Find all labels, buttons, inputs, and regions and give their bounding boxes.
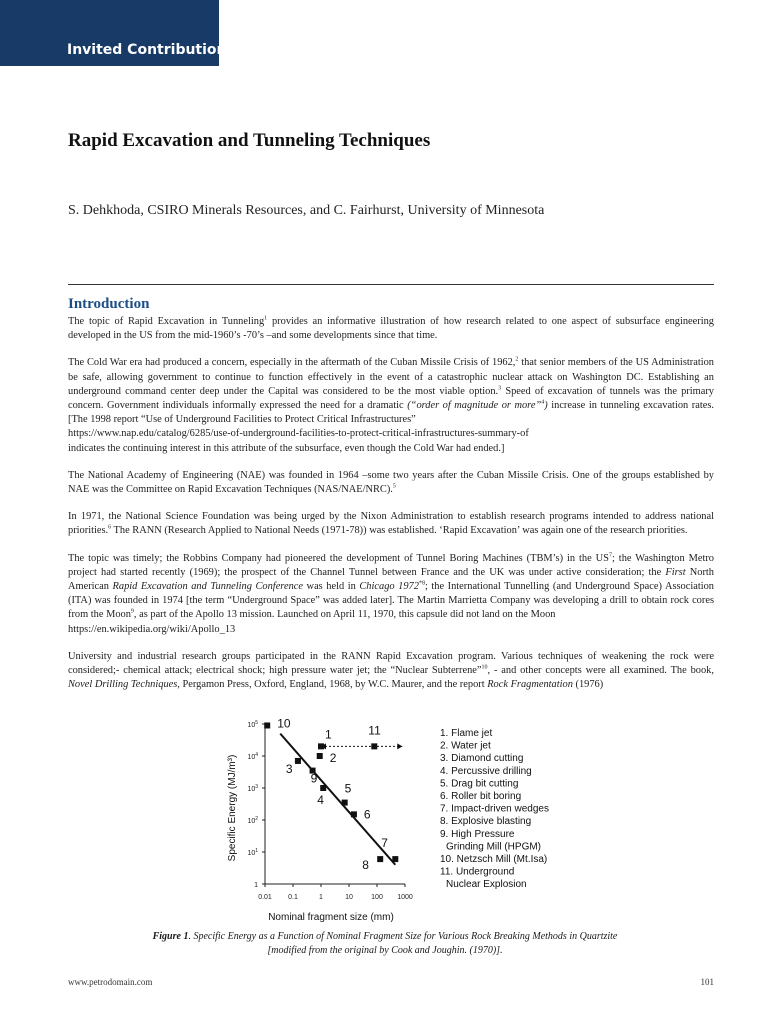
figure-1: [215, 714, 570, 928]
x-tick-label: 100: [371, 894, 383, 901]
energy-chart: [215, 714, 570, 928]
trend-line: [280, 734, 395, 865]
section-heading: Introduction: [68, 296, 150, 312]
y-tick-label: $10^2$: [247, 816, 258, 825]
legend-entry: 6. Roller bit boring: [440, 791, 522, 802]
article-body: [68, 315, 714, 705]
legend-entry: 4. Percussive drilling: [440, 765, 532, 777]
figure-caption: Figure 1. Specific Energy as a Function of Nominal Fragment Size for Various Rock Breaking Methods in Quartzite [modified from the original by Cook and Joughin. (1970)].: [152, 931, 618, 956]
data-point-10: [264, 722, 270, 728]
banner-label: Invited Contribution: [67, 42, 227, 58]
y-axis-label: Specific Energy (MJ/m³): [227, 754, 238, 862]
data-point-label: 8: [362, 858, 369, 873]
data-point-8: [377, 856, 383, 862]
legend-entry: 8. Explosive blasting: [440, 816, 532, 828]
y-tick-label: $10^4$: [247, 752, 258, 761]
header-banner: [0, 0, 227, 66]
y-tick-label: $10^3$: [247, 784, 258, 793]
legend-entry: 9. High Pressure: [440, 828, 515, 840]
paragraph: University and industrial research groups participated in the RANN Rapid Excavation program. Various techniques of weakening the rock were considered;- chemical attack; electrical shock; high pressure water jet; the “Nuclear Subterrene”$^{10}$, - and other concepts were all examined. The book, Novel Drilling Techniques, Pergamon Press, Oxford, England, 1968, by W.C. Maurer, and the report Rock Fragmentation (1976): [68, 650, 714, 691]
data-point-label: 9: [310, 771, 318, 786]
data-point-7: [392, 856, 398, 862]
data-point-label: 7: [381, 836, 388, 851]
legend-entry: 10. Netzsch Mill (Mt.Isa): [440, 854, 548, 865]
trend-line-group: [280, 734, 395, 865]
x-tick-label: 0.01: [258, 894, 272, 901]
data-point-5: [342, 800, 348, 806]
caption-label: Figure 1: [152, 931, 189, 942]
legend-entry: 5. Drag bit cutting: [440, 778, 519, 790]
paragraph: The topic of Rapid Excavation in Tunneling$^1$ provides an informative illustration of how research related to one aspect of subsurface engineering developed in the US from the mid-1960’s -70’s –and some developments since that time.: [68, 315, 715, 342]
article-title: Rapid Excavation and Tunneling Techniques: [68, 130, 431, 151]
data-point-3: [295, 758, 301, 764]
legend-entry: 3. Diamond cutting: [440, 753, 524, 765]
y-tick-label: $10^5$: [247, 720, 258, 729]
data-point-label: 2: [329, 751, 337, 765]
data-point-6: [351, 811, 357, 817]
footer-url: www.petrodomain.com: [68, 977, 153, 987]
legend-entry: Nuclear Explosion: [446, 879, 527, 891]
paragraph: The National Academy of Engineering (NAE) was founded in 1964 –some two years after the Cuban Missile Crisis. One of the groups established by NAE was the Committee on Rapid Excavation Techniques (NAS/NAE/NRC).$^5$: [68, 469, 714, 496]
data-point-2: [317, 753, 323, 759]
data-point-label: 4: [317, 793, 324, 807]
data-point-label: 11: [368, 723, 381, 738]
divider: [68, 284, 714, 285]
legend-entry: Grinding Mill (HPGM): [446, 841, 542, 853]
paragraph: The topic was timely; the Robbins Company had pioneered the development of Tunnel Boring Machines (TBM’s) in the $US^7$; the Washington Metro project had started recently (1969); the prospect of the Channel Tunnel between France and the UK was under active consideration; the First North American Rapid Excavation and Tunneling Conference was held in Chicago 1972$^{*8}$; the International Tunnelling (and Underground Space) Association (ITA) was founded in 1974 [the term “Underground Space” was added later]. The Martin Marrietta Company was developing a drill to obtain rock cores from the Moon$^9$, as part of the Apollo 13 mission. Launched on April 11, 1970, this capsule did not land on the Moon https://en.wikipedia.org/wiki/Apollo_13: [68, 552, 715, 635]
x-tick-label: 0.1: [288, 894, 298, 901]
x-tick-label: 1000: [397, 894, 413, 901]
y-tick-label: $10^1$: [247, 848, 258, 857]
data-point-4: [320, 785, 326, 791]
x-tick-label: 10: [345, 894, 353, 901]
data-point-label: 5: [344, 781, 352, 796]
x-axis-label: Nominal fragment size (mm): [268, 912, 394, 923]
x-tick-label: 1: [319, 894, 323, 901]
legend-entry: 2. Water jet: [440, 740, 491, 752]
page-number: 101: [700, 977, 714, 987]
paragraph: In 1971, the National Science Foundation was being urged by the Nixon Administration to establish research programs intended to address national priorities.$^6$ The RANN (Research Applied to National Needs (1971-78)) was established. ‘Rapid Excavation’ was again one of the research priorities.: [68, 511, 714, 537]
data-point-label: 6: [363, 807, 371, 822]
y-tick-label: 1: [254, 882, 258, 889]
chart-axes: [265, 724, 405, 884]
legend-entry: 7. Impact-driven wedges: [440, 803, 549, 815]
reference-link[interactable]: https://www.nap.edu/catalog/6285/use-of-underground-facilities-to-protect-critical-infrastructures-summary-of: [68, 428, 529, 440]
range-arrow-right: [397, 743, 402, 749]
chart-ticks: [247, 720, 412, 901]
data-point-label: 10: [277, 716, 291, 731]
data-point-label: 3: [285, 761, 293, 776]
chart-legend: [440, 728, 549, 890]
data-point-label: 1: [325, 727, 332, 742]
article-authors: S. Dehkhoda, CSIRO Minerals Resources, and C. Fairhurst, University of Minnesota: [68, 203, 545, 218]
legend-entry: 11. Underground: [440, 866, 515, 878]
paragraph: The Cold War era had produced a concern, especially in the aftermath of the Cuban Missile Crisis of 1962,$^2$ that senior members of the US Administration be safe, allowing government to continue to function effectively in the event of a catastrophic nuclear attack on Washington DC. Establishing an underground command center deep under the Capital was considered to be the most viable option.$^3$ Speed of excavation of tunnels was the primary concern. Government individuals informally expressed the need for a dramatic (“order of magnitude or more”$^4$) increase in tunneling excavation rates. [The 1998 report “Use of Underground Facilities to Protect Critical Infrastructures” https://www.nap.edu/catalog/6285/use-of-underground-facilities-to-protect-critical-infrastructures-summary-of indicates the continuing interest in this attribute of the subsurface, even though the Cold War had ended.]: [68, 356, 715, 454]
legend-entry: 1. Flame jet: [440, 728, 493, 739]
reference-link[interactable]: https://en.wikipedia.org/wiki/Apollo_13: [68, 623, 236, 635]
